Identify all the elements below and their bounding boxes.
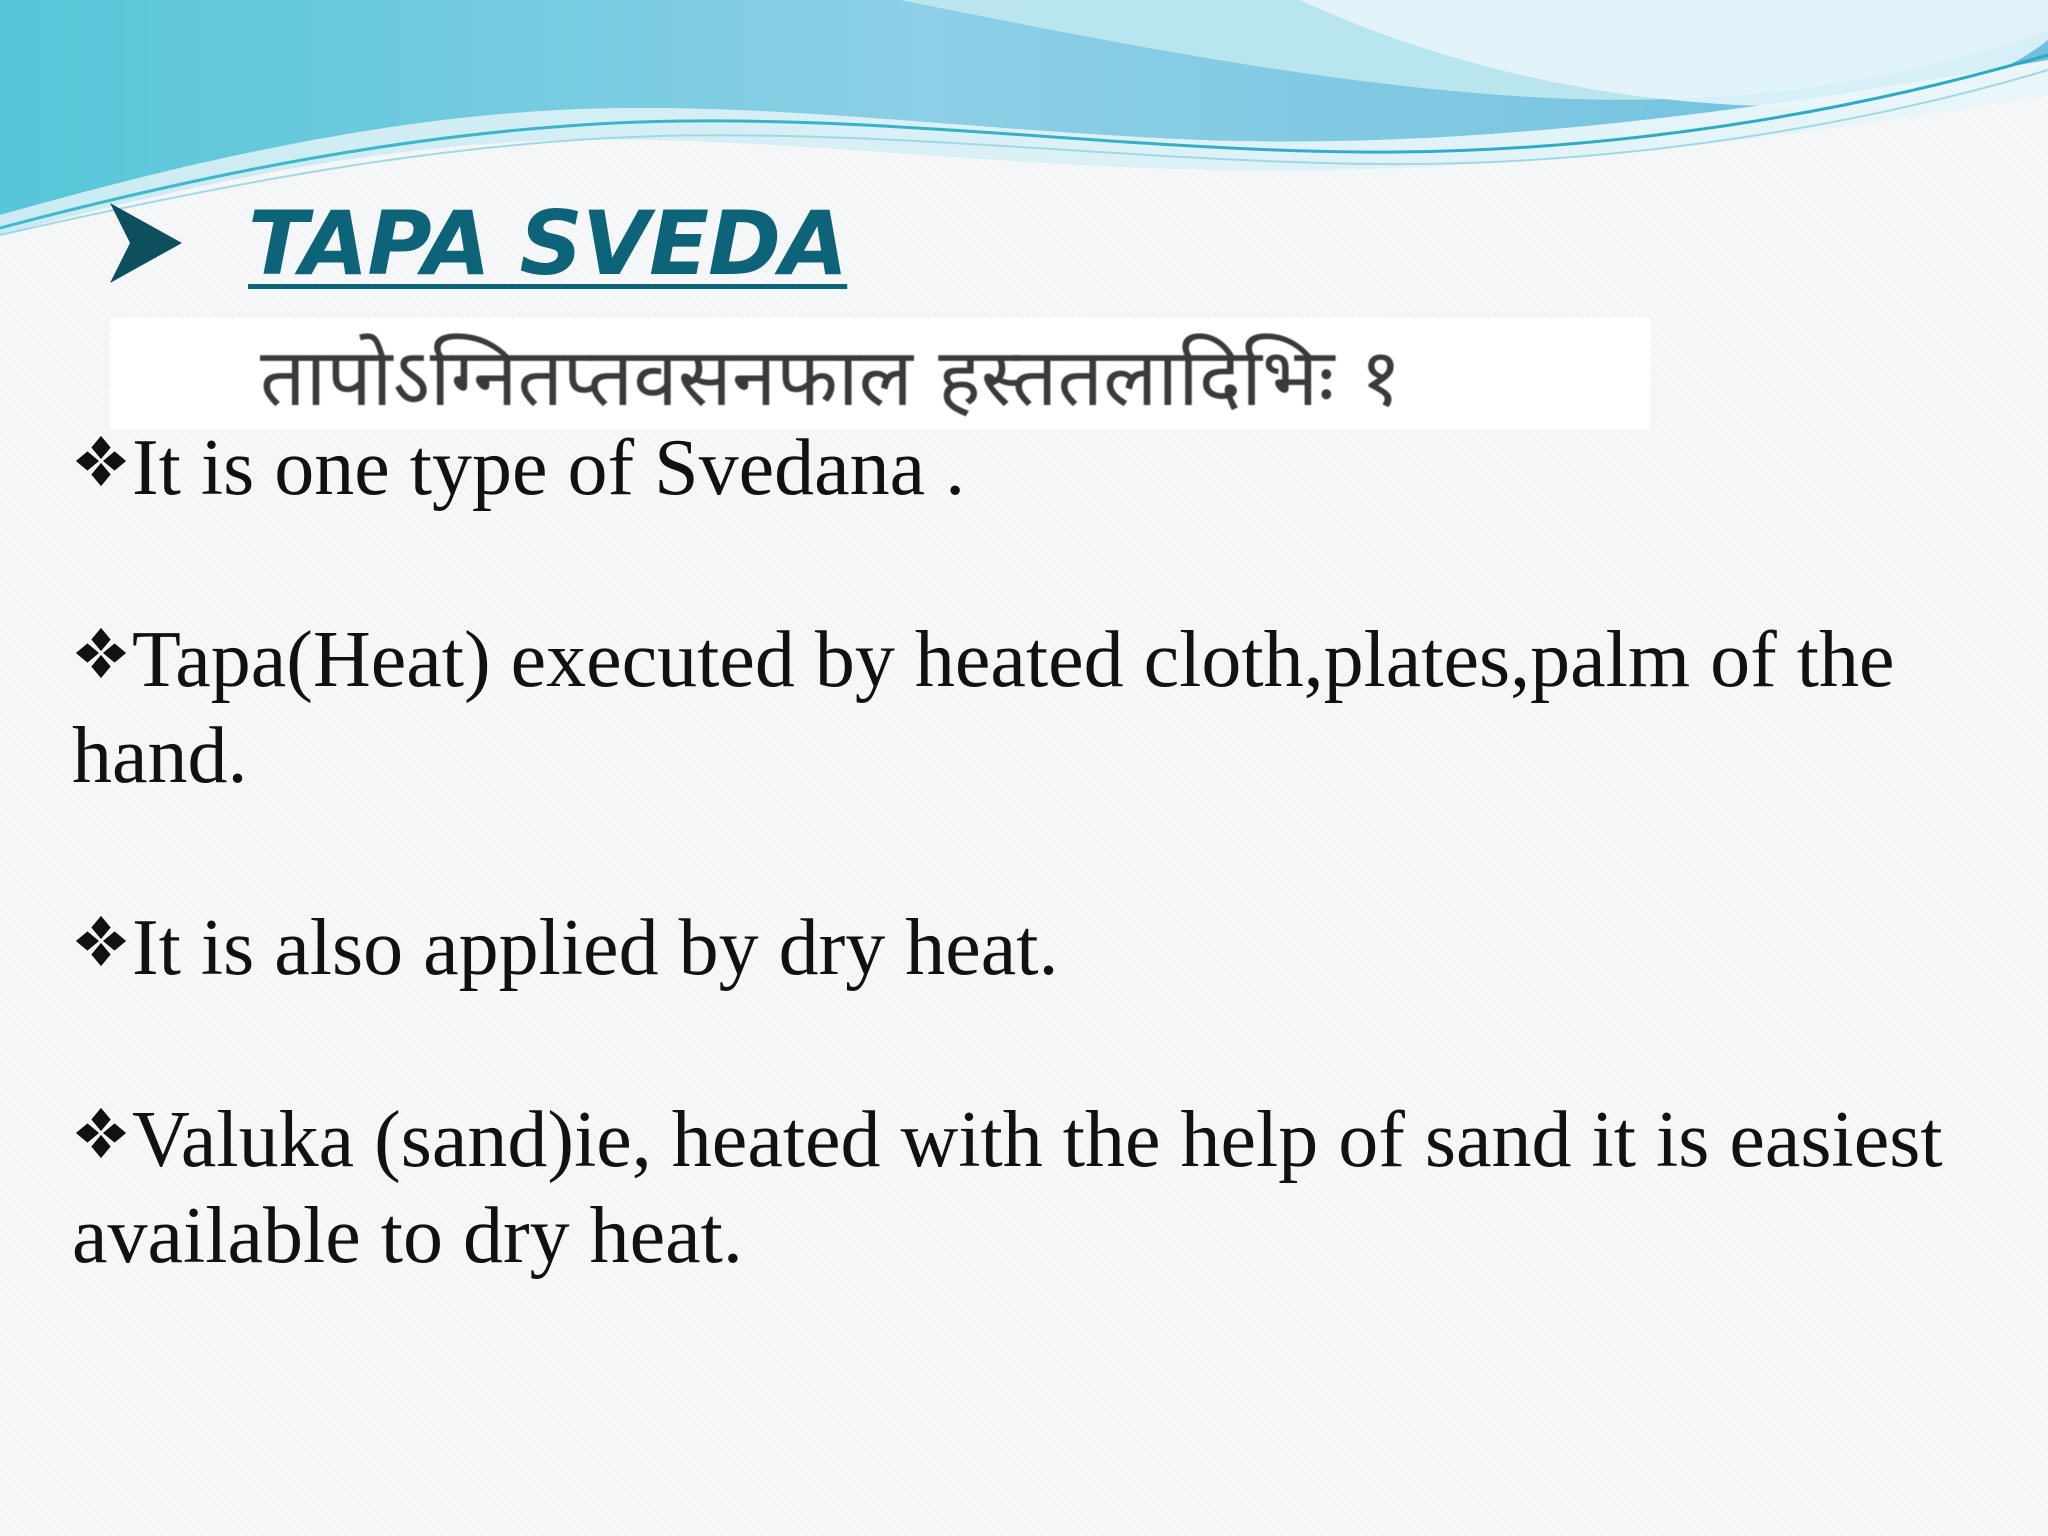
title-row (108, 188, 847, 298)
bullet-item (72, 900, 1972, 996)
bullet-item (72, 1092, 1972, 1284)
four-diamond-bullet-icon (72, 1104, 130, 1162)
bullet-text: Tapa(Heat) executed by heated cloth,plates,palm of the hand. (72, 616, 1895, 800)
bullet-text: It is also applied by dry heat. (132, 904, 1059, 992)
right-arrowhead-icon (108, 201, 184, 285)
sanskrit-verse: तापोऽग्नितप्तवसनफाल हस्ततलादिभिः १ (260, 330, 1402, 424)
bullet-list (72, 420, 1972, 1380)
bullet-text: Valuka (sand)ie, heated with the help of sand it is easiest available to dry heat. (72, 1096, 1943, 1280)
four-diamond-bullet-icon (72, 624, 130, 682)
four-diamond-bullet-icon (72, 912, 130, 970)
slide-title: TAPA SVEDA (248, 191, 848, 295)
sanskrit-verse-image (110, 318, 1650, 430)
four-diamond-bullet-icon (72, 432, 130, 490)
bullet-item (72, 612, 1972, 804)
bullet-text: It is one type of Svedana . (132, 424, 966, 512)
bullet-item (72, 420, 1972, 516)
